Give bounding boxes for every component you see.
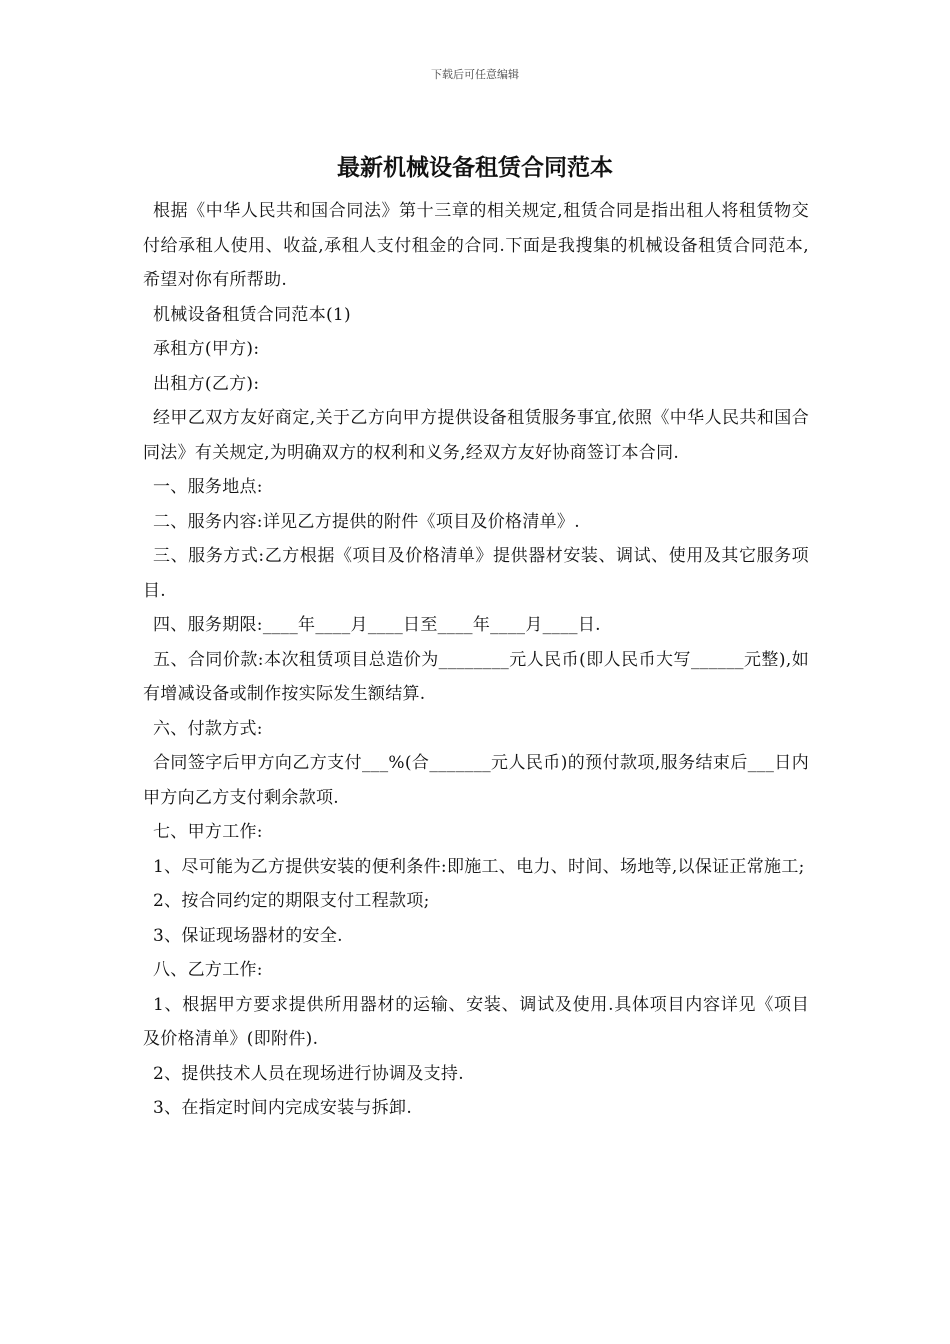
paragraph-preamble: 经甲乙双方友好商定,关于乙方向甲方提供设备租赁服务事宜,依照《中华人民共和国合同法》有关规定,为明确双方的权利和义务,经双方友好协商签订本合同. — [143, 408, 809, 463]
document-title: 最新机械设备租赁合同范本 — [337, 154, 613, 181]
header-note: 下载后可任意编辑 — [431, 68, 519, 81]
paragraph-party-a-item-1: 1、尽可能为乙方提供安装的便利条件:即施工、电力、时间、场地等,以保证正常施工; — [153, 856, 805, 877]
paragraph-party-b-heading: 八、乙方工作: — [153, 960, 263, 980]
paragraph-service-content: 二、服务内容:详见乙方提供的附件《项目及价格清单》. — [153, 511, 580, 532]
paragraph-party-a-item-2: 2、按合同约定的期限支付工程款项; — [153, 891, 430, 911]
paragraph-service-method: 三、服务方式:乙方根据《项目及价格清单》提供器材安装、调试、使用及其它服务项目. — [143, 546, 809, 601]
paragraph-lessor: 出租方(乙方): — [153, 373, 260, 394]
paragraph-party-b-item-1: 1、根据甲方要求提供所用器材的运输、安装、调试及使用.具体项目内容详见《项目及价格清单》(即附件). — [143, 994, 809, 1049]
paragraph-payment-heading: 六、付款方式: — [153, 718, 263, 739]
paragraph-intro: 根据《中华人民共和国合同法》第十三章的相关规定,租赁合同是指出租人将租赁物交付给承租人使用、收益,承租人支付租金的合同.下面是我搜集的机械设备租赁合同范本,希望对你有所帮助. — [143, 201, 809, 290]
paragraph-service-location: 一、服务地点: — [153, 477, 263, 497]
paragraph-payment-terms: 合同签字后甲方向乙方支付___%(合_______元人民币)的预付款项,服务结束后___日内甲方向乙方支付剩余款项. — [143, 753, 809, 808]
paragraph-lessee: 承租方(甲方): — [153, 339, 260, 359]
paragraph-party-a-heading: 七、甲方工作: — [153, 822, 263, 842]
paragraph-party-b-item-3: 3、在指定时间内完成安装与拆卸. — [153, 1098, 413, 1118]
paragraph-party-a-item-3: 3、保证现场器材的安全. — [153, 925, 343, 946]
paragraph-party-b-item-2: 2、提供技术人员在现场进行协调及支持. — [153, 1063, 464, 1084]
document-body — [143, 194, 809, 1126]
paragraph-contract-heading: 机械设备租赁合同范本(1) — [153, 304, 351, 325]
paragraph-contract-price: 五、合同价款:本次租赁项目总造价为________元人民币(即人民币大写______元整),如有增减设备或制作按实际发生额结算. — [143, 649, 809, 704]
paragraph-service-period: 四、服务期限:____年____月____日至____年____月____日. — [153, 615, 601, 635]
